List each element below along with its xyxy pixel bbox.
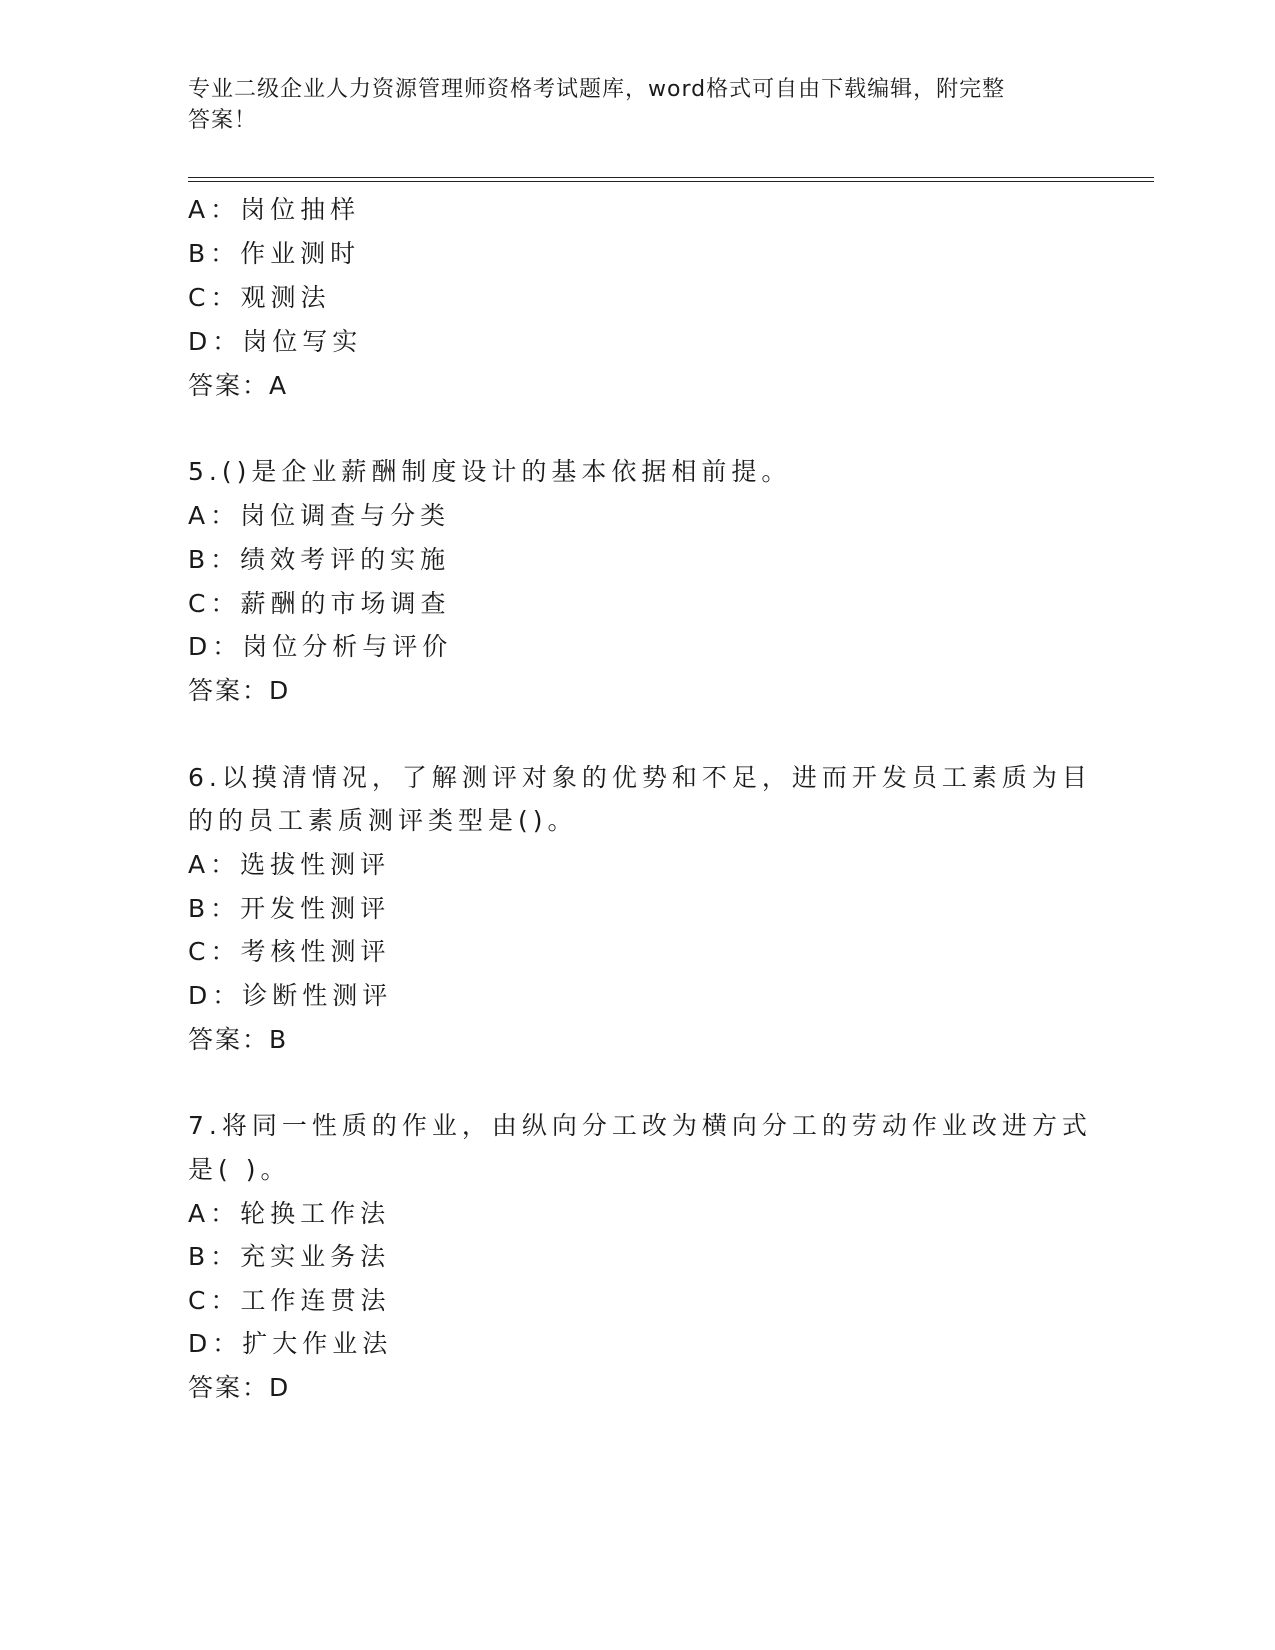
q4-option-b: B：作业测时	[188, 239, 361, 268]
q6-option-a: A：选拔性测评	[188, 850, 391, 879]
q6-answer: 答案：B	[188, 1025, 289, 1054]
q5-stem: 5.()是企业薪酬制度设计的基本依据相前提。	[188, 457, 792, 486]
q6-stem-line-1: 6.以摸清情况，了解测评对象的优势和不足，进而开发员工素质为目	[188, 763, 1092, 792]
q6-option-c: C：考核性测评	[188, 937, 391, 966]
q6-option-b: B：开发性测评	[188, 894, 391, 923]
q7-answer: 答案：D	[188, 1373, 291, 1402]
q5-option-b: B：绩效考评的实施	[188, 545, 451, 574]
q6-stem-line-2: 的的员工素质测评类型是()。	[188, 806, 578, 835]
document-header	[188, 74, 1068, 136]
header-divider-top	[188, 177, 1154, 178]
q7-option-b: B：充实业务法	[188, 1242, 391, 1271]
q4-option-a: A：岗位抽样	[188, 195, 361, 224]
q7-option-a: A：轮换工作法	[188, 1199, 391, 1228]
q5-option-d: D：岗位分析与评价	[188, 632, 453, 661]
q6-option-d: D：诊断性测评	[188, 981, 393, 1010]
q7-option-c: C：工作连贯法	[188, 1286, 391, 1315]
header-divider-bottom	[188, 181, 1154, 182]
q4-answer: 答案：A	[188, 371, 289, 400]
q5-option-c: C：薪酬的市场调查	[188, 589, 451, 618]
header-line-2: 答案！	[188, 108, 258, 133]
header-line-1: 专业二级企业人力资源管理师资格考试题库，word格式可自由下载编辑，附完整	[188, 77, 1006, 102]
q5-option-a: A：岗位调查与分类	[188, 501, 451, 530]
q7-stem-line-1: 7.将同一性质的作业，由纵向分工改为横向分工的劳动作业改进方式	[188, 1111, 1092, 1140]
q5-answer: 答案：D	[188, 676, 291, 705]
q7-stem-line-2: 是( )。	[188, 1155, 291, 1184]
q7-option-d: D：扩大作业法	[188, 1329, 393, 1358]
q4-option-c: C：观测法	[188, 283, 331, 312]
q4-option-d: D：岗位写实	[188, 327, 363, 356]
